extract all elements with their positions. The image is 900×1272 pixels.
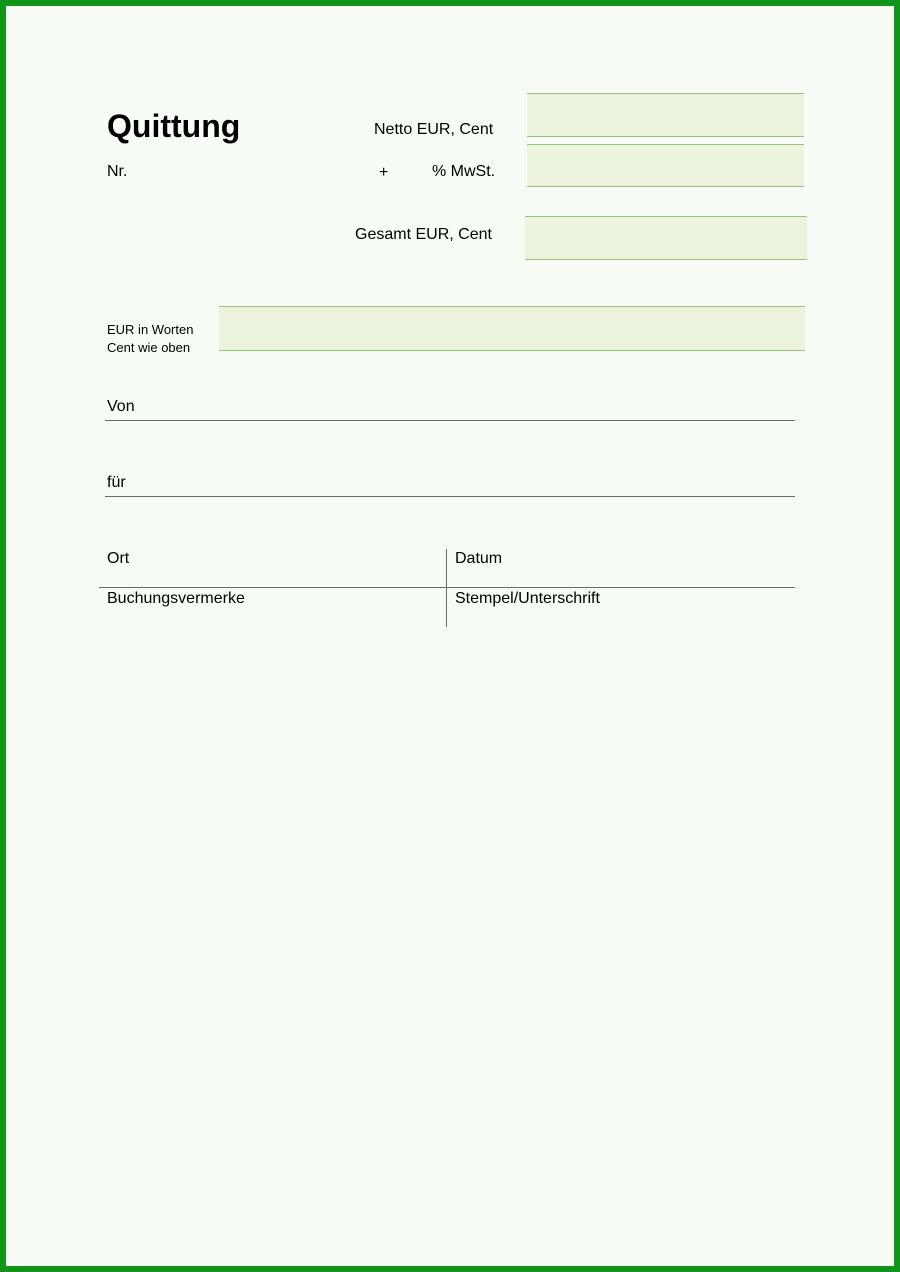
total-amount-field[interactable]	[525, 216, 807, 260]
column-divider	[446, 549, 447, 627]
date-label: Datum	[455, 550, 503, 567]
amount-in-words-label	[107, 321, 193, 357]
plus-sign: +	[379, 164, 389, 181]
for-line[interactable]	[105, 496, 795, 497]
amount-in-words-label-line1: EUR in Worten	[107, 322, 194, 337]
net-amount-field[interactable]	[527, 93, 804, 137]
total-amount-label: Gesamt EUR, Cent	[355, 226, 492, 243]
stamp-signature-label: Stempel/Unterschrift	[455, 590, 600, 607]
place-label: Ort	[107, 550, 130, 567]
receipt-title: Quittung	[107, 108, 241, 144]
number-label: Nr.	[107, 163, 128, 180]
vat-field[interactable]	[527, 144, 804, 187]
vat-label: % MwSt.	[432, 163, 496, 180]
from-label: Von	[107, 398, 135, 415]
amount-in-words-label-line2: Cent wie oben	[107, 340, 191, 355]
net-amount-label: Netto EUR, Cent	[374, 121, 494, 138]
place-date-line[interactable]	[99, 587, 795, 588]
amount-in-words-field[interactable]	[219, 306, 805, 351]
for-label: für	[107, 474, 126, 491]
booking-notes-label: Buchungsvermerke	[107, 590, 245, 607]
from-line[interactable]	[105, 420, 795, 421]
